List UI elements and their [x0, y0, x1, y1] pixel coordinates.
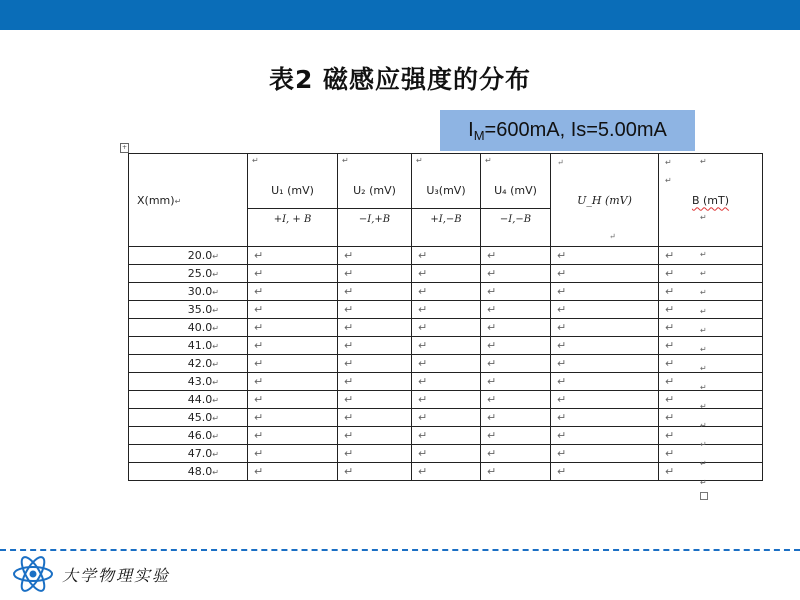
empty-data-cell: ↵: [551, 283, 659, 301]
empty-data-cell: ↵: [248, 445, 338, 463]
empty-data-cell: ↵: [412, 409, 481, 427]
empty-data-cell: ↵: [481, 409, 551, 427]
empty-data-cell: ↵: [659, 445, 763, 463]
empty-data-cell: ↵: [412, 373, 481, 391]
empty-data-cell: ↵: [481, 427, 551, 445]
x-value-cell: 40.0↵: [129, 319, 248, 337]
row-end-mark: ↵: [700, 269, 707, 278]
im-subscript: M: [473, 128, 485, 143]
empty-data-cell: ↵: [248, 409, 338, 427]
table-end-marker: [700, 492, 708, 500]
x-value-cell: 30.0↵: [129, 283, 248, 301]
empty-data-cell: ↵: [659, 319, 763, 337]
empty-data-cell: ↵: [481, 319, 551, 337]
table-row: [129, 247, 763, 265]
empty-data-cell: ↵: [412, 355, 481, 373]
empty-data-cell: ↵: [338, 391, 412, 409]
x-value-cell: 46.0↵: [129, 427, 248, 445]
empty-data-cell: ↵: [481, 337, 551, 355]
row-end-mark: ↵: [700, 478, 707, 487]
uh-header: ↵ U_H (mV) ↵: [551, 154, 659, 247]
im-symbol: I: [468, 119, 474, 141]
x-value-cell: 35.0↵: [129, 301, 248, 319]
row-end-mark: ↵: [700, 250, 707, 259]
row-end-mark: ↵: [700, 157, 707, 166]
table-header-row: [129, 154, 763, 247]
empty-data-cell: ↵: [412, 319, 481, 337]
empty-data-cell: ↵: [481, 247, 551, 265]
table-row: [129, 355, 763, 373]
magnetic-field-table: [128, 153, 763, 481]
empty-data-cell: ↵: [248, 301, 338, 319]
b-header: ↵ ↵ B (mT): [659, 154, 763, 247]
empty-data-cell: ↵: [248, 319, 338, 337]
empty-data-cell: ↵: [659, 265, 763, 283]
empty-data-cell: ↵: [551, 247, 659, 265]
atom-logo-icon: [12, 556, 54, 592]
empty-data-cell: ↵: [412, 283, 481, 301]
empty-data-cell: ↵: [481, 265, 551, 283]
table-row: [129, 337, 763, 355]
empty-data-cell: ↵: [551, 265, 659, 283]
conditions-values: =600mA, Is=5.00mA: [484, 119, 667, 141]
x-value-cell: 42.0↵: [129, 355, 248, 373]
empty-data-cell: ↵: [412, 301, 481, 319]
table-row: [129, 283, 763, 301]
empty-data-cell: ↵: [248, 283, 338, 301]
x-header: X(mm)↵: [129, 154, 248, 247]
empty-data-cell: ↵: [659, 355, 763, 373]
empty-data-cell: ↵: [338, 409, 412, 427]
empty-data-cell: ↵: [551, 391, 659, 409]
x-value-cell: 48.0↵: [129, 463, 248, 481]
empty-data-cell: ↵: [338, 373, 412, 391]
empty-data-cell: ↵: [338, 445, 412, 463]
footer-title: 大学物理实验: [62, 566, 171, 585]
top-banner: [0, 0, 800, 30]
empty-data-cell: ↵: [551, 445, 659, 463]
empty-data-cell: ↵: [659, 247, 763, 265]
table-anchor-icon: +: [121, 144, 128, 151]
empty-data-cell: ↵: [248, 391, 338, 409]
empty-data-cell: ↵: [338, 319, 412, 337]
row-end-mark: ↵: [700, 383, 707, 392]
empty-data-cell: ↵: [659, 337, 763, 355]
empty-data-cell: ↵: [338, 247, 412, 265]
empty-data-cell: ↵: [481, 373, 551, 391]
empty-data-cell: ↵: [659, 283, 763, 301]
x-value-cell: 41.0↵: [129, 337, 248, 355]
table-row: [129, 445, 763, 463]
row-end-mark: ↵: [700, 213, 707, 222]
empty-data-cell: ↵: [659, 409, 763, 427]
row-end-mark: ↵: [700, 288, 707, 297]
empty-data-cell: ↵: [659, 463, 763, 481]
empty-data-cell: ↵: [412, 391, 481, 409]
row-end-mark: ↵: [700, 440, 707, 449]
empty-data-cell: ↵: [481, 301, 551, 319]
row-end-mark: ↵: [700, 345, 707, 354]
table-row: [129, 301, 763, 319]
empty-data-cell: ↵: [248, 247, 338, 265]
empty-data-cell: ↵: [551, 463, 659, 481]
row-end-mark: ↵: [700, 421, 707, 430]
empty-data-cell: ↵: [338, 337, 412, 355]
empty-data-cell: ↵: [338, 355, 412, 373]
x-value-cell: 43.0↵: [129, 373, 248, 391]
empty-data-cell: ↵: [412, 337, 481, 355]
row-end-mark: ↵: [700, 307, 707, 316]
empty-data-cell: ↵: [412, 247, 481, 265]
row-end-mark: ↵: [700, 402, 707, 411]
empty-data-cell: ↵: [481, 445, 551, 463]
empty-data-cell: ↵: [551, 355, 659, 373]
empty-data-cell: ↵: [412, 265, 481, 283]
empty-data-cell: ↵: [481, 463, 551, 481]
u1-header: ↵ U₁ (mV) +I, + B: [248, 154, 338, 247]
page-title: 表2 磁感应强度的分布: [268, 65, 532, 94]
conditions-box: [440, 110, 695, 151]
x-value-cell: 25.0↵: [129, 265, 248, 283]
empty-data-cell: ↵: [551, 427, 659, 445]
empty-data-cell: ↵: [248, 337, 338, 355]
table-row: [129, 319, 763, 337]
u4-header: ↵ U₄ (mV) −I,−B: [481, 154, 551, 247]
empty-data-cell: ↵: [338, 265, 412, 283]
x-value-cell: 20.0↵: [129, 247, 248, 265]
table-row: [129, 265, 763, 283]
empty-data-cell: ↵: [248, 463, 338, 481]
empty-data-cell: ↵: [248, 265, 338, 283]
x-value-cell: 45.0↵: [129, 409, 248, 427]
empty-data-cell: ↵: [481, 391, 551, 409]
table-row: [129, 409, 763, 427]
empty-data-cell: ↵: [551, 301, 659, 319]
table-row: [129, 427, 763, 445]
x-value-cell: 47.0↵: [129, 445, 248, 463]
empty-data-cell: ↵: [248, 355, 338, 373]
empty-data-cell: ↵: [551, 319, 659, 337]
empty-data-cell: ↵: [551, 373, 659, 391]
row-end-mark: ↵: [700, 459, 707, 468]
u2-header: ↵ U₂ (mV) −I,+B: [338, 154, 412, 247]
table-row: [129, 373, 763, 391]
empty-data-cell: ↵: [412, 445, 481, 463]
u3-header: ↵ U₃(mV) +I,−B: [412, 154, 481, 247]
row-end-mark: ↵: [700, 326, 707, 335]
row-end-mark: ↵: [700, 364, 707, 373]
empty-data-cell: ↵: [659, 373, 763, 391]
table-row: [129, 463, 763, 481]
empty-data-cell: ↵: [659, 301, 763, 319]
empty-data-cell: ↵: [481, 355, 551, 373]
x-value-cell: 44.0↵: [129, 391, 248, 409]
empty-data-cell: ↵: [338, 427, 412, 445]
empty-data-cell: ↵: [338, 463, 412, 481]
empty-data-cell: ↵: [412, 463, 481, 481]
empty-data-cell: ↵: [412, 427, 481, 445]
empty-data-cell: ↵: [338, 301, 412, 319]
table-row: [129, 391, 763, 409]
empty-data-cell: ↵: [551, 337, 659, 355]
footer-divider: [0, 549, 800, 551]
empty-data-cell: ↵: [551, 409, 659, 427]
empty-data-cell: ↵: [659, 391, 763, 409]
empty-data-cell: ↵: [659, 427, 763, 445]
empty-data-cell: ↵: [248, 373, 338, 391]
empty-data-cell: ↵: [338, 283, 412, 301]
empty-data-cell: ↵: [248, 427, 338, 445]
empty-data-cell: ↵: [481, 283, 551, 301]
